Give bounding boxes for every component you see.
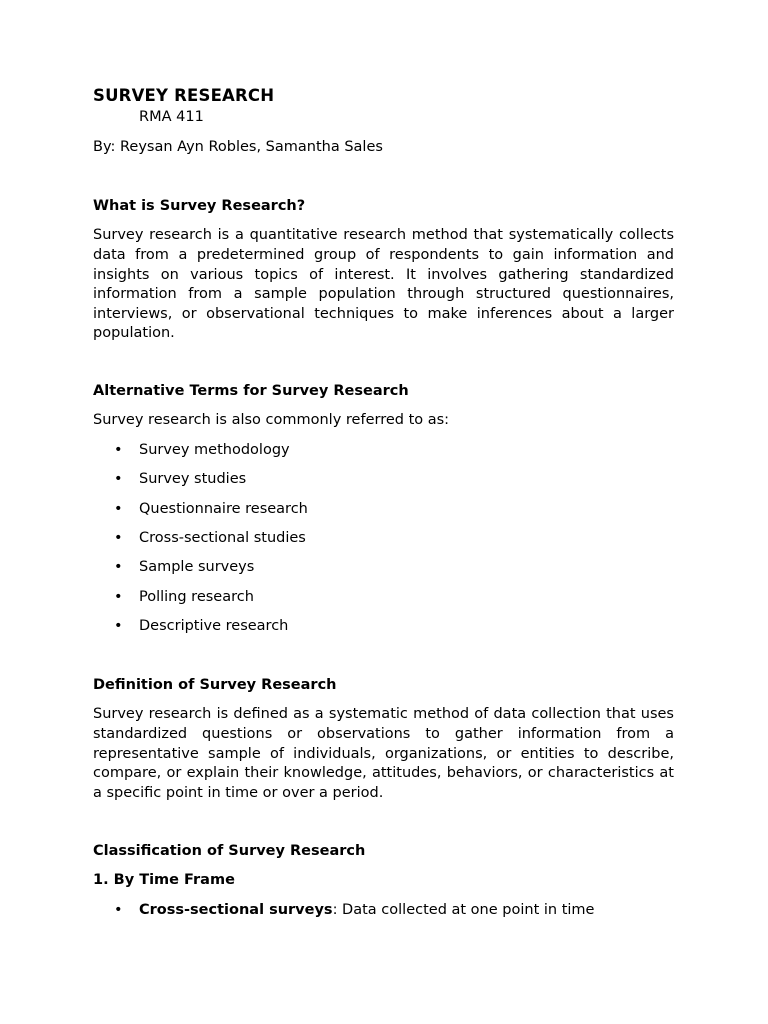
section-alternative-terms	[93, 382, 674, 647]
section-heading-what-is: What is Survey Research?	[93, 198, 306, 214]
bullet-icon: •	[114, 529, 123, 546]
list-item-label: Cross-sectional studies	[139, 529, 306, 546]
bullet-icon: •	[114, 471, 123, 488]
list-item	[93, 441, 674, 470]
list-item-label: Descriptive research	[139, 618, 289, 635]
list-item-description: : Data collected at one point in time	[332, 901, 595, 918]
classification-list	[93, 901, 674, 930]
list-item	[93, 558, 674, 587]
section-heading-definition: Definition of Survey Research	[93, 677, 337, 693]
paragraph-what-is: Survey research is a quantitative research method that systematically collects data from a predetermined group of respondents to gain information and insights on various topics of interest. It involves gathering standardized information from a sample population through structured questionnaires, interviews, or observational techniques to make inferences about a larger population.	[93, 227, 674, 342]
list-item-label: Questionnaire research	[139, 500, 308, 517]
bullet-icon: •	[114, 588, 123, 605]
list-item	[93, 500, 674, 529]
section-classification	[93, 842, 674, 930]
document-title: SURVEY RESEARCH	[93, 86, 275, 105]
bullet-icon: •	[114, 559, 123, 576]
list-item	[93, 588, 674, 617]
alternative-terms-intro: Survey research is also commonly referred to as:	[93, 412, 450, 429]
section-what-is	[93, 197, 674, 344]
bullet-icon: •	[114, 618, 123, 635]
list-item-term: Cross-sectional surveys	[139, 901, 333, 918]
authors-line: By: Reysan Ayn Robles, Samantha Sales	[93, 139, 383, 155]
bullet-icon: •	[114, 441, 123, 458]
alternative-terms-list	[93, 441, 674, 647]
list-item-label: Survey studies	[139, 471, 247, 488]
paragraph-definition: Survey research is defined as a systematic method of data collection that uses standardized questions or observations to gather information from a representative sample of individuals, organizations, or entities to describe, compare, or explain their knowledge, attitudes, behaviors, or characteristics at a specific point in time or over a period.	[93, 706, 674, 801]
list-item-label: Sample surveys	[139, 559, 255, 576]
subheading-time-frame: 1. By Time Frame	[93, 872, 235, 889]
list-item	[93, 470, 674, 499]
section-heading-alternative-terms: Alternative Terms for Survey Research	[93, 383, 409, 399]
list-item-label: Survey methodology	[139, 441, 290, 458]
bullet-icon: •	[114, 500, 123, 517]
section-definition	[93, 676, 674, 803]
list-item-label: Polling research	[139, 588, 254, 605]
section-heading-classification: Classification of Survey Research	[93, 843, 366, 859]
bullet-icon: •	[114, 901, 123, 918]
list-item	[93, 529, 674, 558]
list-item	[93, 901, 674, 930]
list-item	[93, 617, 674, 646]
course-code: RMA 411	[139, 109, 204, 125]
